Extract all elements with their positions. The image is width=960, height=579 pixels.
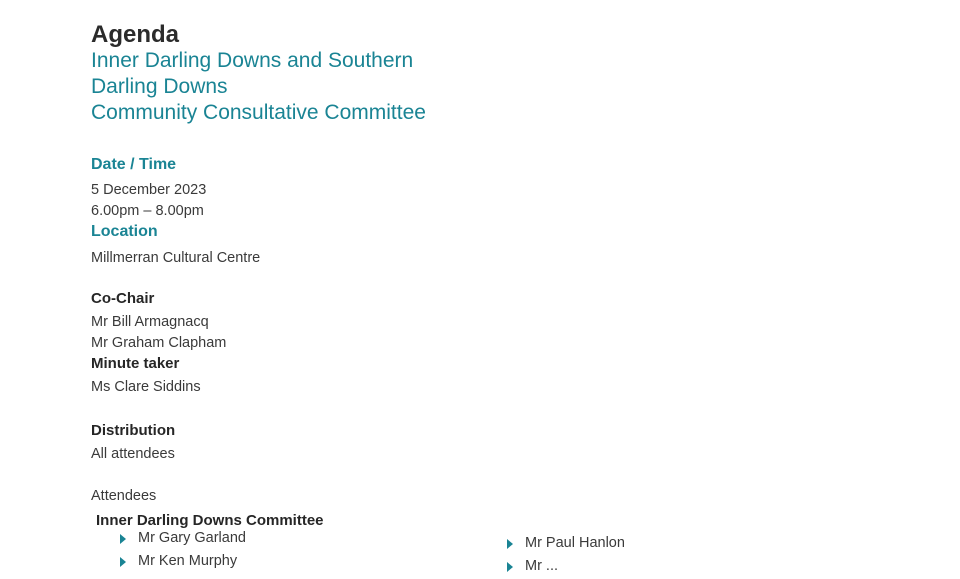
- minute-taker-heading: Minute taker: [91, 355, 180, 372]
- agenda-title: Agenda: [91, 21, 180, 48]
- location-heading: Location: [91, 223, 158, 240]
- attendee-name: Mr ...: [525, 558, 559, 574]
- date-time-heading: Date / Time: [91, 156, 177, 173]
- attendee-name: Mr Ken Murphy: [138, 553, 238, 569]
- minute-taker-name: Ms Clare Siddins: [91, 379, 201, 395]
- committee-name-line-3: Community Consultative Committee: [91, 101, 426, 124]
- co-chair-name-2: Mr Graham Clapham: [91, 335, 227, 351]
- attendee-list-left: [120, 528, 246, 574]
- attendee-name: Mr Gary Garland: [138, 530, 246, 546]
- distribution-value: All attendees: [91, 446, 175, 462]
- triangle-bullet-icon: [120, 534, 126, 544]
- distribution-heading: Distribution: [91, 422, 176, 439]
- attendee-name: Mr Paul Hanlon: [525, 535, 625, 551]
- committee-name: [91, 48, 426, 126]
- co-chair-heading: Co-Chair: [91, 290, 155, 307]
- list-item: [120, 551, 246, 574]
- location-value: Millmerran Cultural Centre: [91, 250, 261, 266]
- meeting-time: 6.00pm – 8.00pm: [91, 203, 204, 219]
- committee-name-line-2: Darling Downs: [91, 75, 228, 98]
- triangle-bullet-icon: [120, 557, 126, 567]
- list-item: [507, 533, 625, 556]
- attendee-list-right: [507, 533, 625, 579]
- committee-name-line-1: Inner Darling Downs and Southern: [91, 49, 414, 72]
- co-chair-name-1: Mr Bill Armagnacq: [91, 314, 209, 330]
- attendees-group-heading: Inner Darling Downs Committee: [96, 512, 324, 529]
- triangle-bullet-icon: [507, 539, 513, 549]
- date-time-text: [91, 180, 206, 222]
- meeting-date: 5 December 2023: [91, 182, 207, 198]
- attendees-label: Attendees: [91, 488, 157, 504]
- co-chair-names: [91, 312, 226, 354]
- triangle-bullet-icon: [507, 562, 513, 572]
- list-item: [507, 556, 625, 579]
- list-item: [120, 528, 246, 551]
